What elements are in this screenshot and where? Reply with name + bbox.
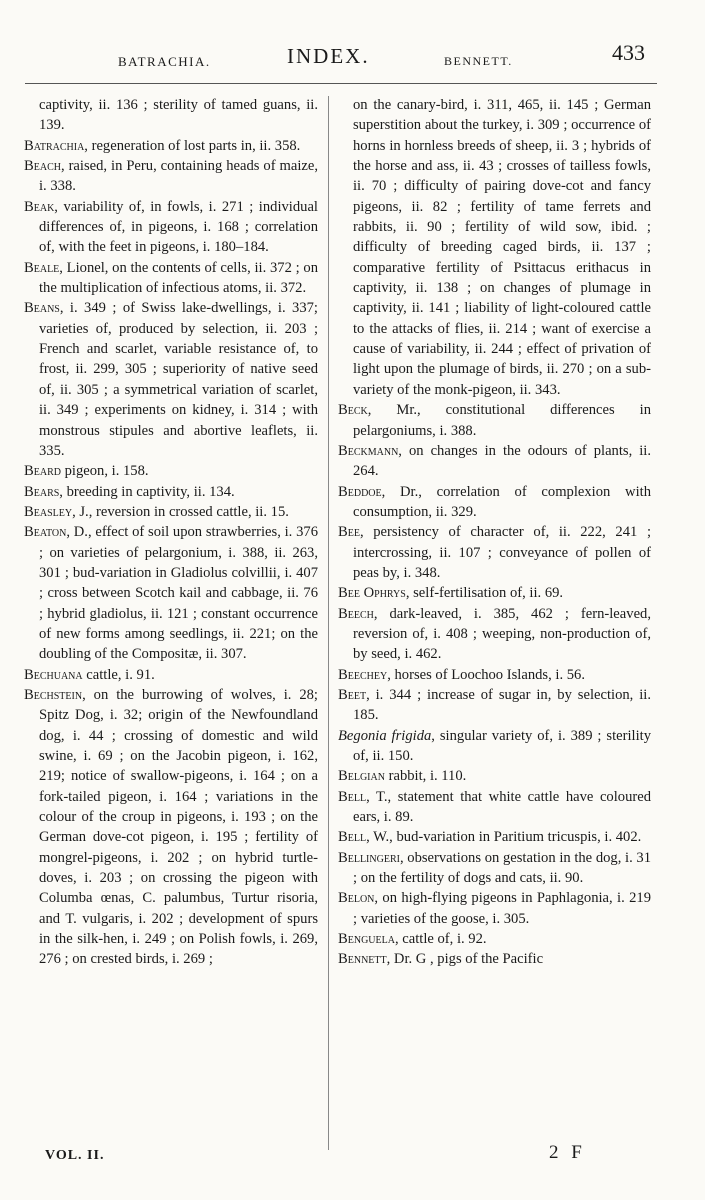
index-entry bbox=[24, 197, 318, 258]
entry-text: , D., effect of soil upon strawberries, i. 376 ; on varieties of pelargonium, i. 388, ii. 263, 301 ; bud-variation in Gladiolus colvillii, i. 407 ; cross between Scotch kail and cabbage, ii. 76 ; hybrid gladiolus, ii. 121 ; constant occurrence of new forms among seedlings, ii. 221; on the doubling of the Compositæ, ii. 307. bbox=[39, 524, 318, 663]
index-entry bbox=[338, 482, 651, 523]
entry-text: captivity, ii. 136 ; sterility of tamed guans, ii. 139. bbox=[39, 97, 318, 134]
entry-headword: Beechey bbox=[338, 666, 388, 683]
entry-headword: Bennett bbox=[338, 951, 387, 968]
page-number: 433 bbox=[612, 40, 645, 65]
entry-headword: Bee bbox=[338, 524, 360, 541]
entry-headword: Beech bbox=[338, 605, 374, 622]
entry-text: cattle, i. 91. bbox=[82, 666, 155, 683]
entry-text: pigeon, i. 158. bbox=[60, 463, 149, 480]
index-entry bbox=[24, 685, 318, 970]
entry-headword: Bechuana bbox=[24, 666, 83, 683]
index-entry bbox=[338, 583, 651, 603]
index-entry bbox=[338, 827, 651, 847]
entry-headword: Beddoe bbox=[338, 483, 382, 500]
entry-text: , raised, in Peru, containing heads of maize, i. 338. bbox=[39, 158, 318, 195]
index-entry bbox=[338, 787, 651, 828]
entry-headword: Beak bbox=[24, 198, 55, 215]
entry-text: , W., bud-variation in Paritium tricuspis, i. 402. bbox=[366, 829, 642, 846]
index-entry bbox=[24, 95, 318, 136]
index-entry bbox=[24, 665, 318, 685]
entry-text: , horses of Loochoo Islands, i. 56. bbox=[387, 666, 585, 683]
index-entry bbox=[338, 726, 651, 767]
entry-text: , variability of, in fowls, i. 271 ; individual differences of, in pigeons, i. 168 ; correlation of, with the feet in pigeons, i. 180–184. bbox=[39, 198, 318, 256]
index-entry bbox=[338, 665, 651, 685]
entry-text: , singular variety of, i. 389 ; sterility of, ii. 150. bbox=[353, 727, 651, 764]
entry-text: , self-fertilisation of, ii. 69. bbox=[405, 585, 564, 602]
entry-headword: Beard bbox=[24, 463, 61, 480]
entry-headword: Beet bbox=[338, 686, 367, 703]
entry-headword: Bee Ophrys bbox=[338, 585, 406, 602]
index-entry bbox=[24, 156, 318, 197]
entry-text: , J., reversion in crossed cattle, ii. 15. bbox=[72, 503, 289, 520]
entry-text: , on the burrowing of wolves, i. 28; Spitz Dog, i. 32; origin of the Newfoundland dog, i. 44 ; crossing of domestic and wild swine, i. 69 ; on the Jacobin pigeon, i. 162, 219; notice of swallow-pigeons, i. 164 ; on a fork-tailed pigeon, i. 164 ; variations in the colour of the croup in pigeons, i. 193 ; on the German dove-cot pigeon, i. 195 ; fertility of mongrel-pigeons, i. 202 ; on hybrid turtle-doves, i. 203 ; on crossing the pigeon with Columba œnas, C. palumbus, Turtur risoria, and T. vulgaris, i. 202 ; development of spurs in the silk-hen, i. 249 ; on Polish fowls, i. 269, 276 ; on crested birds, i. 269 ; bbox=[39, 686, 318, 968]
index-entry bbox=[338, 685, 651, 726]
index-entry bbox=[338, 95, 651, 400]
entry-text: , T., statement that white cattle have coloured ears, i. 89. bbox=[353, 788, 651, 826]
index-entry bbox=[338, 441, 651, 482]
entry-headword: Belgian bbox=[338, 768, 385, 785]
header-first-entry: BATRACHIA. bbox=[118, 54, 211, 69]
entry-text: , Dr., correlation of complexion with consumption, ii. 329. bbox=[353, 483, 651, 520]
entry-text: , Lionel, on the contents of cells, ii. 372 ; on the multiplication of infectious atoms, ii. 372. bbox=[39, 259, 318, 297]
entry-text: , cattle of, i. 92. bbox=[394, 931, 487, 948]
entry-headword: Begonia frigida bbox=[338, 727, 432, 744]
volume-label: VOL. II. bbox=[45, 1148, 105, 1163]
entry-headword: Beans bbox=[24, 300, 60, 317]
index-entry bbox=[338, 929, 651, 949]
entry-headword: Belon bbox=[338, 890, 375, 907]
header-title: INDEX. bbox=[287, 44, 370, 68]
entry-text: , observations on gestation in the dog, i. 31 ; on the fertility of dogs and cats, ii. 90. bbox=[353, 849, 651, 887]
entry-text: , breeding in captivity, ii. 134. bbox=[59, 483, 235, 500]
header-last-entry: BENNETT. bbox=[444, 54, 513, 68]
index-entry bbox=[24, 298, 318, 461]
entry-headword: Benguela bbox=[338, 931, 395, 948]
entry-headword: Bears bbox=[24, 483, 60, 500]
entry-text: rabbit, i. 110. bbox=[384, 768, 467, 785]
index-entry bbox=[338, 522, 651, 583]
entry-text: , i. 344 ; increase of sugar in, by selection, ii. 185. bbox=[353, 686, 651, 724]
entry-headword: Bechstein bbox=[24, 686, 83, 703]
entry-headword: Beasley bbox=[24, 503, 73, 520]
right-column bbox=[338, 95, 651, 970]
entry-headword: Bell bbox=[338, 788, 367, 805]
index-entry bbox=[24, 502, 318, 522]
entry-text: , persistency of character of, ii. 222, 241 ; intercrossing, ii. 107 ; conveyance of pollen of peas by, i. 348. bbox=[353, 524, 651, 581]
index-entry bbox=[338, 400, 651, 441]
entry-headword: Beach bbox=[24, 158, 61, 175]
running-header bbox=[0, 40, 705, 80]
index-entry bbox=[338, 848, 651, 889]
header-rule bbox=[25, 83, 657, 84]
entry-headword: Beckmann bbox=[338, 442, 399, 459]
entry-text: , Mr., constitutional differences in pelargoniums, i. 388. bbox=[353, 402, 651, 439]
index-entry bbox=[24, 482, 318, 502]
index-entry bbox=[338, 888, 651, 929]
index-entry bbox=[338, 766, 651, 786]
index-entry bbox=[24, 258, 318, 299]
entry-text: , regeneration of lost parts in, ii. 358. bbox=[84, 137, 301, 154]
left-column bbox=[24, 95, 318, 970]
index-entry bbox=[24, 522, 318, 664]
signature-mark: 2 F bbox=[549, 1142, 586, 1163]
entry-text: on the canary-bird, i. 311, 465, ii. 145 ; German superstition about the turkey, i. 309 ; occurrence of horns in hornless breeds of sheep, ii. 3 ; hybrids of the horse and ass, ii. 43 ; crosses of tailless fowls, ii. 70 ; difficulty of pairing dove-cot and fancy pigeons, ii. 82 ; fertility of tame ferrets and rabbits, ii. 90 ; fertility of wild sow, ibid. ; difficulty of breeding caged birds, ii. 137 ; comparative fertility of Psittacus erithacus in captivity, ii. 138 ; on changes of plumage in captivity, ii. 141 ; liability of light-coloured cattle to the attacks of flies, ii. 214 ; want of exercise a cause of variability, ii. 244 ; effect of privation of light upon the plumage of birds, ii. 270 ; on a sub-variety of the monk-pigeon, ii. 343. bbox=[353, 97, 651, 398]
entry-headword: Batrachia bbox=[24, 137, 85, 154]
entry-headword: Beale bbox=[24, 259, 60, 276]
entry-headword: Bell bbox=[338, 829, 367, 846]
index-entry bbox=[24, 461, 318, 481]
entry-text: , on high-flying pigeons in Paphlagonia, i. 219 ; varieties of the goose, i. 305. bbox=[353, 890, 651, 927]
entry-text: , on changes in the odours of plants, ii. 264. bbox=[353, 442, 651, 480]
entry-headword: Beaton bbox=[24, 524, 67, 541]
entry-headword: Bellingeri bbox=[338, 849, 400, 866]
column-divider bbox=[328, 96, 329, 1150]
entry-text: , i. 349 ; of Swiss lake-dwellings, i. 337; varieties of, produced by selection, ii. 203 ; French and scarlet, variable resistance of, to frost, ii. 299, 305 ; superiority of native seed of, ii. 305 ; a symmetrical variation of scarlet, ii. 349 ; experiments on kidney, i. 314 ; with monstrous stipules and abortive leaflets, ii. 335. bbox=[39, 300, 318, 459]
index-entry bbox=[338, 604, 651, 665]
index-entry bbox=[24, 136, 318, 156]
entry-text: , Dr. G , pigs of the Pacific bbox=[386, 951, 544, 968]
index-entry bbox=[338, 949, 651, 969]
entry-text: , dark-leaved, i. 385, 462 ; fern-leaved, reversion of, i. 408 ; weeping, non-production of, by seed, i. 462. bbox=[353, 605, 651, 663]
entry-headword: Beck bbox=[338, 402, 368, 419]
